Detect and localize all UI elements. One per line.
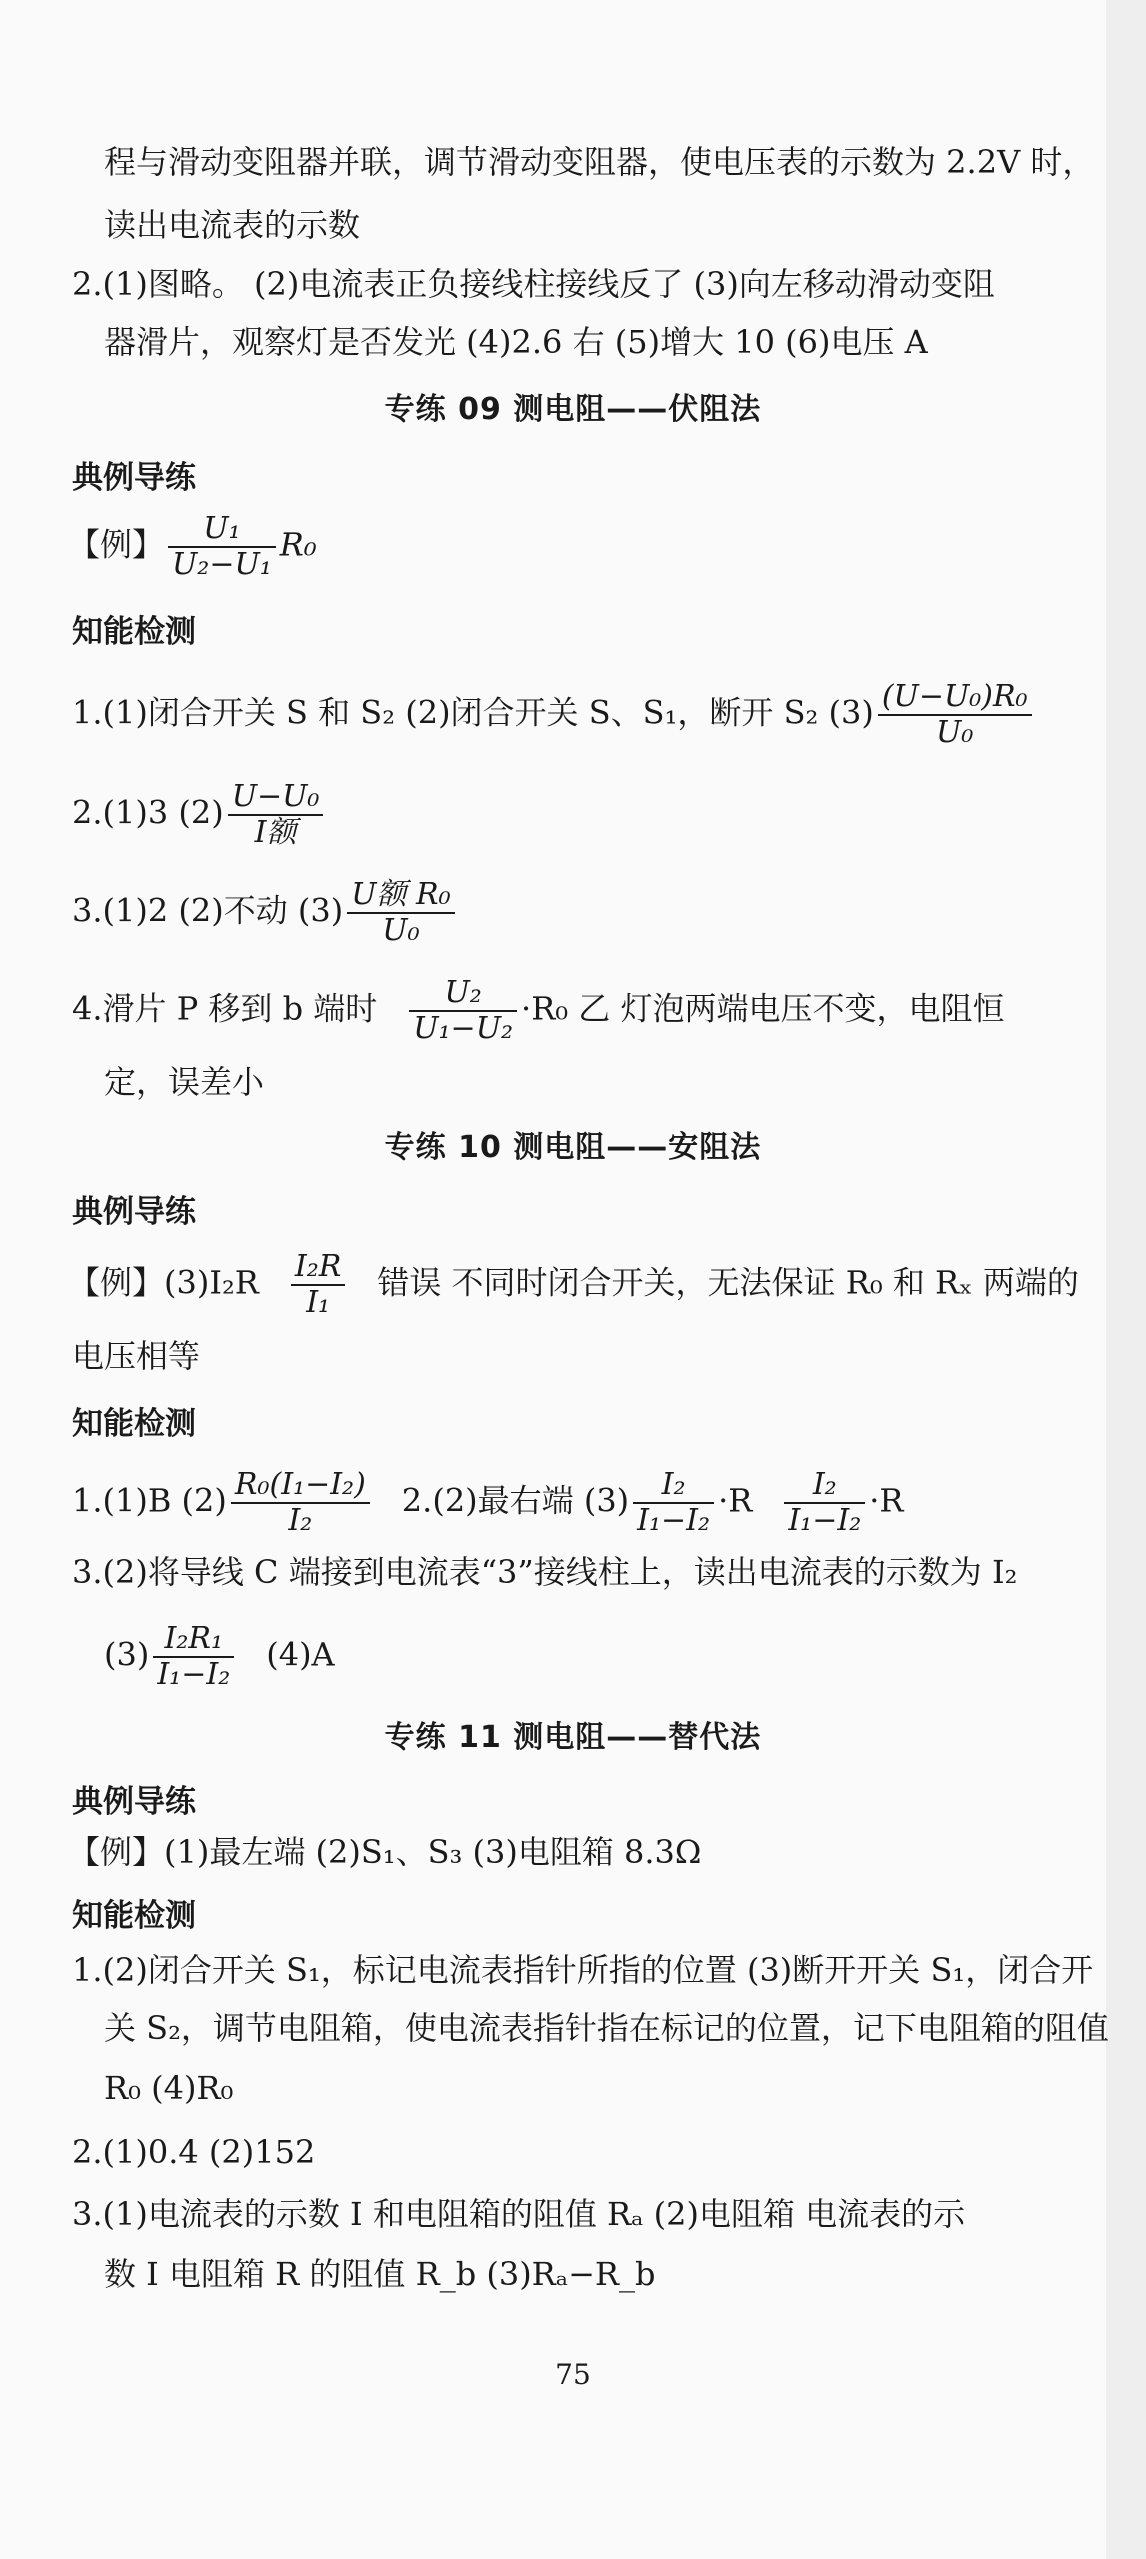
q3-prefix: (3) <box>104 1635 150 1674</box>
q2-fraction <box>228 780 324 850</box>
fraction-numerator: I₂R <box>291 1250 345 1286</box>
q1-fraction-1 <box>231 1468 370 1538</box>
section-09-q4 <box>72 976 1004 1046</box>
section-10-title: 专练 10 测电阻——安阻法 <box>384 1130 762 1165</box>
fraction-denominator: I₁ <box>306 1285 331 1320</box>
fraction-numerator: I₂ <box>633 1468 714 1504</box>
intro-line-2: 读出电流表的示数 <box>104 206 361 244</box>
fraction-numerator: (U−U₀)R₀ <box>878 680 1032 716</box>
item2-line-1: 2.(1)图略。 (2)电流表正负接线柱接线反了 (3)向左移动滑动变阻 <box>72 265 995 303</box>
q3-after: (4)A <box>266 1635 335 1674</box>
section-10-example-line-2: 电压相等 <box>72 1337 201 1375</box>
fraction-numerator: R₀(I₁−I₂) <box>231 1468 370 1504</box>
section-11-q2: 2.(1)0.4 (2)152 <box>72 2133 316 2171</box>
page-number: 75 <box>555 2358 591 2391</box>
q4-fraction <box>409 976 517 1046</box>
example-prefix: 【例】 <box>68 525 165 564</box>
fraction-denominator: I₁−I₂ <box>637 1503 711 1538</box>
example-after: 错误 不同时闭合开关，无法保证 R₀ 和 Rₓ 两端的 <box>377 1263 1079 1302</box>
q2-text: 2.(1)3 (2) <box>72 793 224 832</box>
fraction-denominator: I额 <box>254 815 297 850</box>
section-10-q3-line-2 <box>104 1622 335 1692</box>
example-fraction <box>168 512 276 582</box>
section-10-q3-line-1: 3.(2)将导线 C 端接到电流表“3”接线柱上，读出电流表的示数为 I₂ <box>72 1553 1018 1591</box>
section-09-q3 <box>72 878 459 948</box>
fraction-numerator: U₂ <box>409 976 517 1012</box>
section-09-q4-line-2: 定，误差小 <box>104 1063 265 1101</box>
q4-after: ·R₀ 乙 灯泡两端电压不变，电阻恒 <box>521 989 1005 1028</box>
section-11-q1-line-3: R₀ (4)R₀ <box>104 2069 234 2107</box>
q1-fraction-3 <box>784 1468 865 1538</box>
section-11-title: 专练 11 测电阻——替代法 <box>384 1720 762 1755</box>
fraction-denominator: U₂−U₁ <box>172 547 272 582</box>
q3-text: 3.(1)2 (2)不动 (3) <box>72 891 344 930</box>
q1-mid: 2.(2)最右端 (3) <box>401 1481 630 1520</box>
section-11-q1-line-2: 关 S₂，调节电阻箱，使电流表指针指在标记的位置，记下电阻箱的阻值 <box>104 2009 1109 2047</box>
q1-r2: ·R <box>869 1481 904 1520</box>
section-09-q2 <box>72 780 327 850</box>
fraction-denominator: U₁−U₂ <box>413 1011 514 1046</box>
section-11-q3-line-1: 3.(1)电流表的示数 I 和电阻箱的阻值 Rₐ (2)电阻箱 电流表的示 <box>72 2195 966 2233</box>
fraction-numerator: I₂R₁ <box>153 1622 234 1658</box>
section-10-example <box>68 1250 1079 1320</box>
q1-text: 1.(1)闭合开关 S 和 S₂ (2)闭合开关 S、S₁，断开 S₂ (3) <box>72 693 874 732</box>
section-09-title: 专练 09 测电阻——伏阻法 <box>384 392 762 427</box>
example-fraction <box>291 1250 345 1320</box>
fraction-numerator: U额 R₀ <box>347 878 454 914</box>
fraction-denominator: U₀ <box>382 913 420 948</box>
fraction-numerator: I₂ <box>784 1468 865 1504</box>
fraction-numerator: U−U₀ <box>228 780 324 816</box>
section-09-q1 <box>72 680 1036 750</box>
fraction-denominator: I₁−I₂ <box>157 1657 231 1692</box>
section-10-example-heading: 典例导练 <box>72 1194 196 1230</box>
fraction-denominator: I₂ <box>288 1503 313 1538</box>
section-10-q1 <box>72 1468 903 1538</box>
fraction-denominator: I₁−I₂ <box>788 1503 862 1538</box>
q4-text: 4.滑片 P 移到 b 端时 <box>72 989 378 1028</box>
item2-line-2: 器滑片，观察灯是否发光 (4)2.6 右 (5)增大 10 (6)电压 A <box>104 323 928 361</box>
section-09-example <box>68 512 317 582</box>
q1-text: 1.(1)B (2) <box>72 1481 227 1520</box>
section-10-check-heading: 知能检测 <box>72 1406 196 1442</box>
intro-line-1: 程与滑动变阻器并联，调节滑动变阻器，使电压表的示数为 2.2V 时， <box>104 143 1095 181</box>
section-11-example: 【例】(1)最左端 (2)S₁、S₃ (3)电阻箱 8.3Ω <box>68 1833 702 1871</box>
q1-r1: ·R <box>718 1481 753 1520</box>
fraction-numerator: U₁ <box>168 512 276 548</box>
q3-fraction <box>347 878 454 948</box>
q1-fraction <box>878 680 1032 750</box>
example-suffix: R₀ <box>279 525 317 564</box>
section-11-q3-line-2: 数 I 电阻箱 R 的阻值 R_b (3)Rₐ−R_b <box>104 2255 656 2293</box>
q1-fraction-2 <box>633 1468 714 1538</box>
q3-fraction <box>153 1622 234 1692</box>
section-11-check-heading: 知能检测 <box>72 1898 196 1934</box>
section-11-q1-line-1: 1.(2)闭合开关 S₁，标记电流表指针所指的位置 (3)断开开关 S₁，闭合开 <box>72 1951 1094 1989</box>
fraction-denominator: U₀ <box>936 715 974 750</box>
section-09-example-heading: 典例导练 <box>72 460 196 496</box>
example-prefix: 【例】(3)I₂R <box>68 1263 259 1302</box>
section-11-example-heading: 典例导练 <box>72 1784 196 1820</box>
section-09-check-heading: 知能检测 <box>72 614 196 650</box>
